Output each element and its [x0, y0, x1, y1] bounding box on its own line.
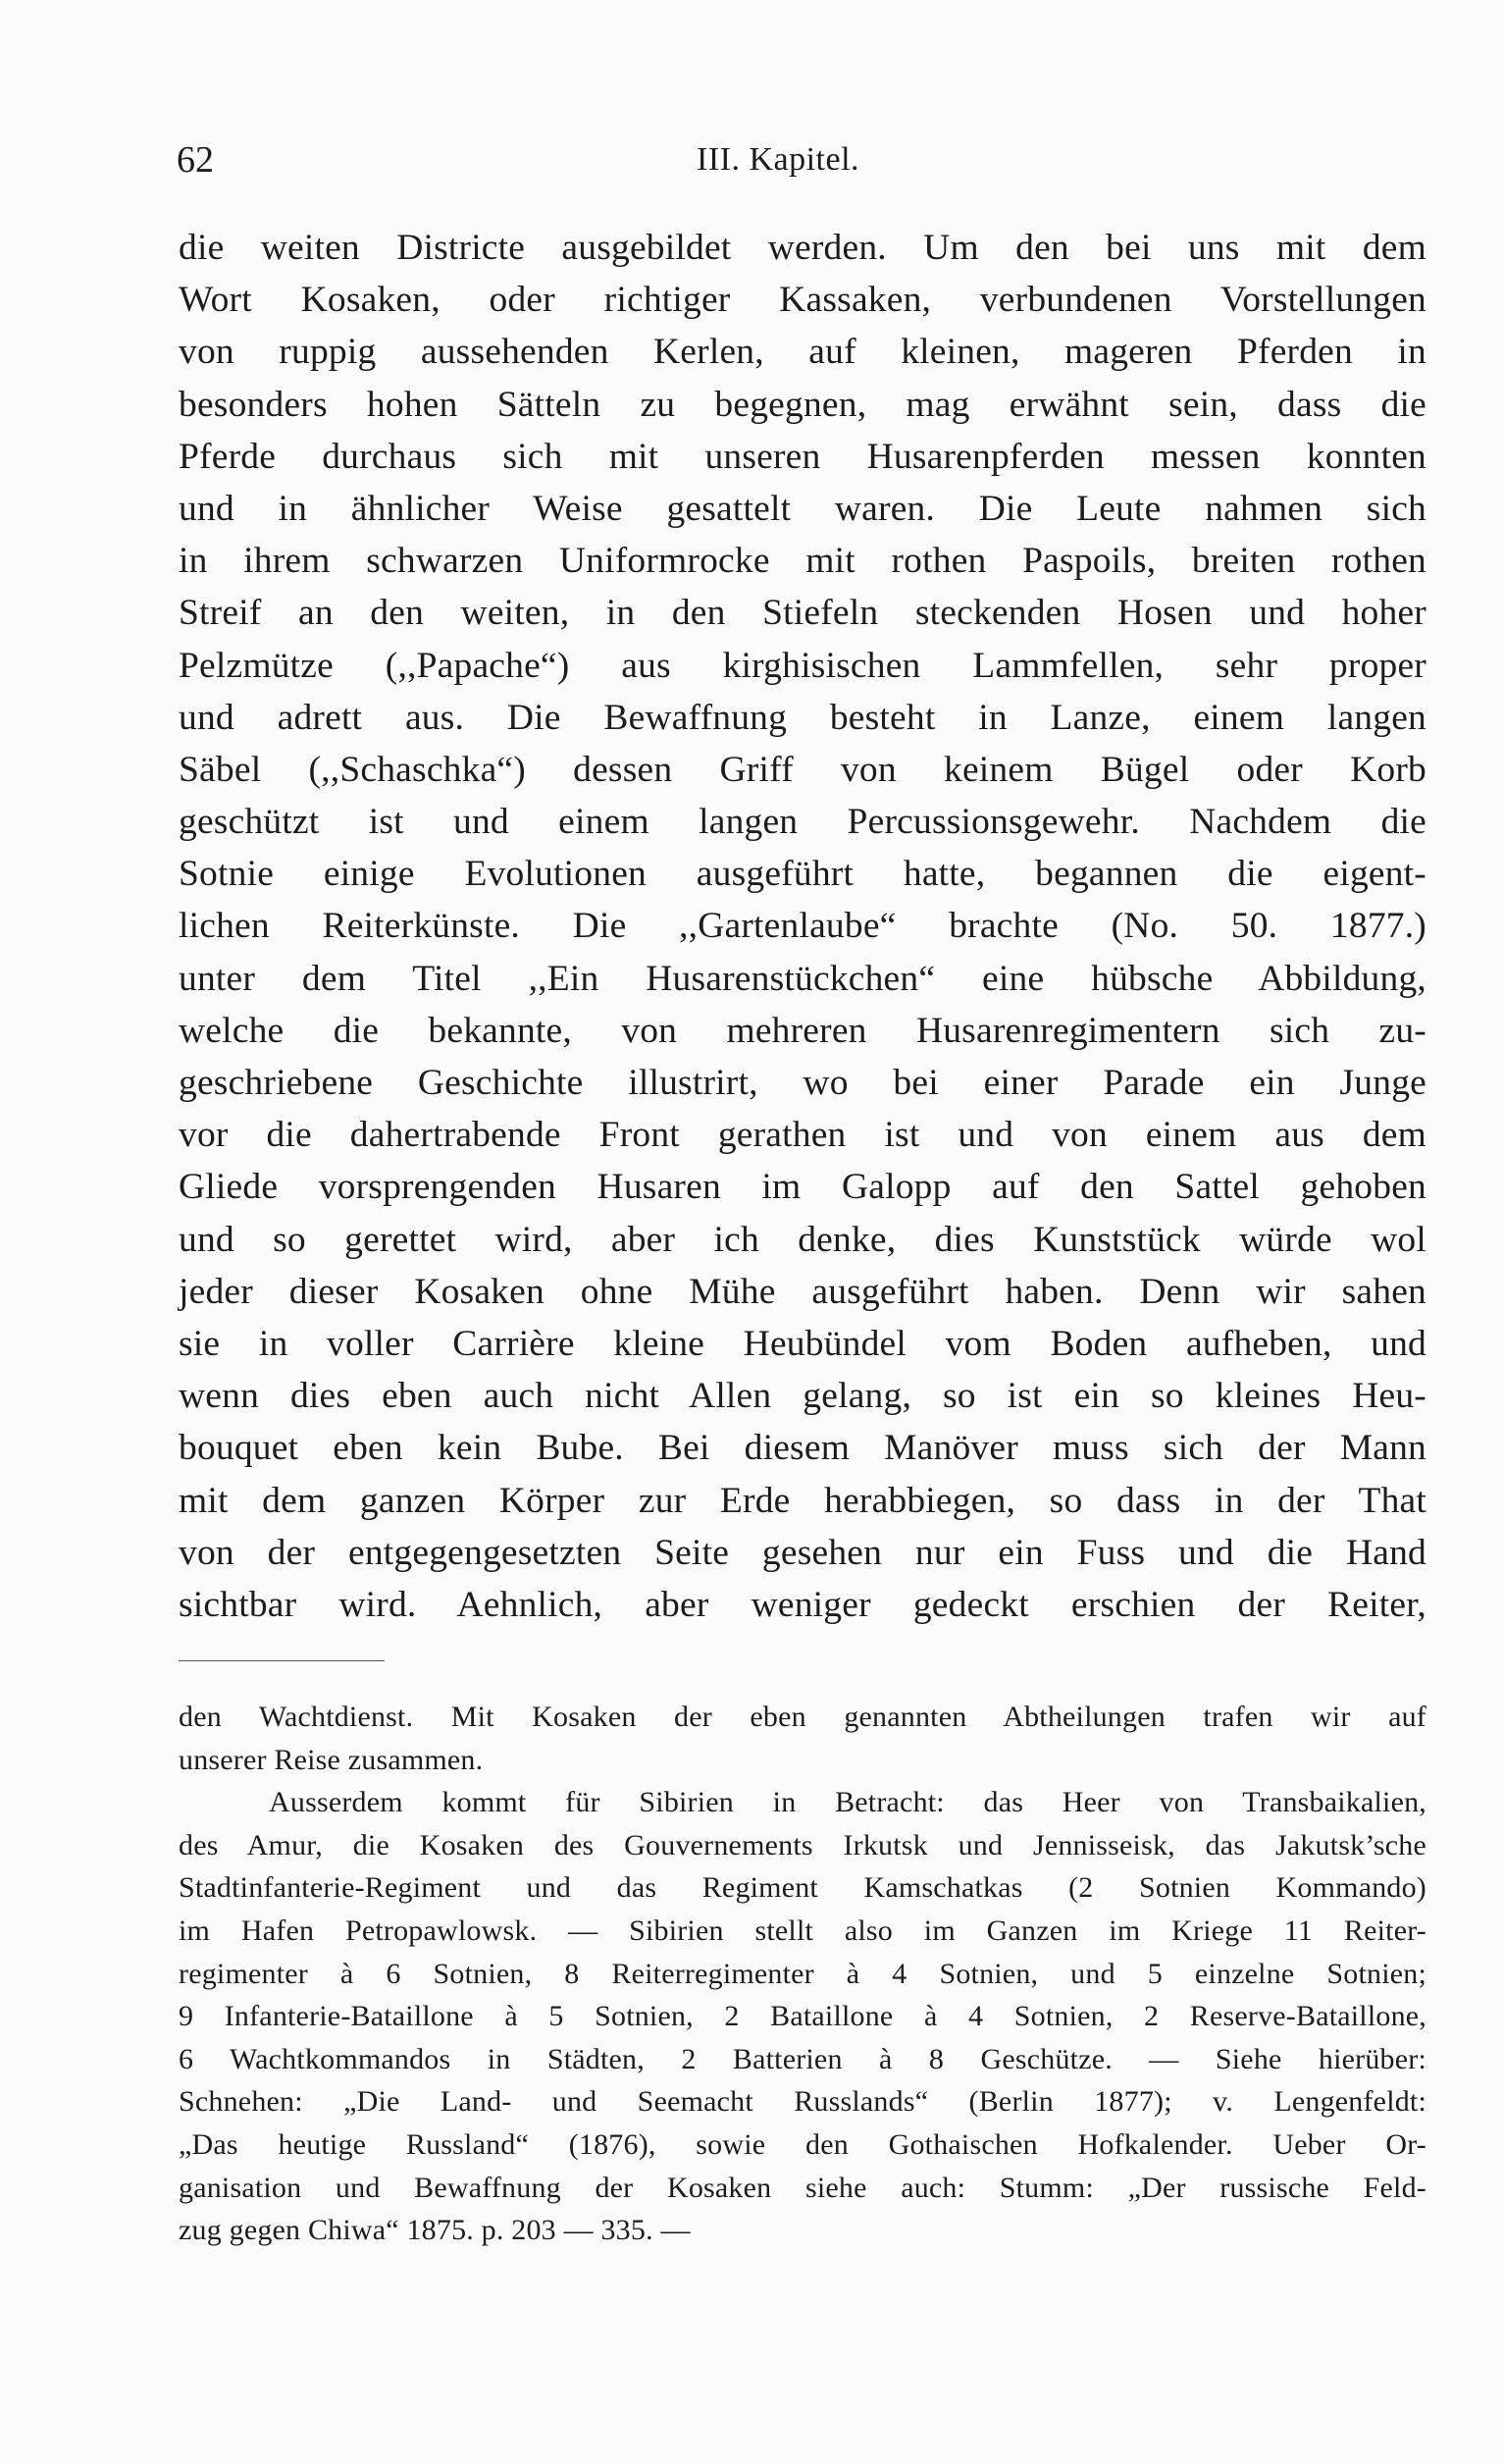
footnote-line: den Wachtdienst. Mit Kosaken der eben genannten Abtheilungen trafen wir auf [179, 1701, 1426, 1733]
text-line: und so gerettet wird, aber ich denke, dies Kunststück würde wol [179, 1219, 1426, 1260]
text-line: lichen Reiterkünste. Die ,,Gartenlaube“ brachte (No. 50. 1877.) [179, 906, 1426, 947]
footnote-line: 9 Infanterie-Bataillone à 5 Sotnien, 2 Bataillone à 4 Sotnien, 2 Reserve-Bataillone, [179, 2000, 1426, 2033]
text-line: vor die dahertrabende Front gerathen ist und von einem aus dem [179, 1115, 1426, 1156]
text-line: jeder dieser Kosaken ohne Mühe ausgeführt haben. Denn wir sahen [179, 1271, 1426, 1312]
running-head: III. Kapitel. [697, 141, 860, 178]
text-line: geschützt ist und einem langen Percussionsgewehr. Nachdem die [179, 802, 1426, 843]
main-text [179, 222, 1426, 1631]
footnote-line: „Das heutige Russland“ (1876), sowie den Gothaischen Hofkalender. Ueber Or- [179, 2127, 1426, 2161]
text-line: Sotnie einige Evolutionen ausgeführt hatte, begannen die eigent- [179, 854, 1426, 895]
footnote-divider [179, 1660, 385, 1661]
text-line: in ihrem schwarzen Uniformrocke mit rothen Paspoils, breiten rothen [179, 541, 1426, 582]
text-line: geschriebene Geschichte illustrirt, wo bei einer Parade ein Junge [179, 1063, 1426, 1103]
footnote-line: Schnehen: „Die Land- und Seemacht Russlands“ (Berlin 1877); v. Lengenfeldt: [179, 2085, 1426, 2119]
text-line: die weiten Districte ausgebildet werden. Um den bei uns mit dem [179, 228, 1426, 268]
text-line: und in ähnlicher Weise gesattelt waren. Die Leute nahmen sich [179, 488, 1426, 529]
text-line: von der entgegengesetzten Seite gesehen nur ein Fuss und die Hand [179, 1532, 1426, 1573]
text-line: Wort Kosaken, oder richtiger Kassaken, verbundenen Vorstellungen [179, 280, 1426, 321]
text-line: und adrett aus. Die Bewaffnung besteht in Lanze, einem langen [179, 697, 1426, 738]
text-line: mit dem ganzen Körper zur Erde herabbiegen, so dass in der That [179, 1480, 1426, 1521]
footnote-line: regimenter à 6 Sotnien, 8 Reiterregimenter à 4 Sotnien, und 5 einzelne Sotnien; [179, 1957, 1426, 1990]
footnote-line: 6 Wachtkommandos in Städten, 2 Batterien à 8 Geschütze. — Siehe hierüber: [179, 2042, 1426, 2075]
text-line: besonders hohen Sätteln zu begegnen, mag erwähnt sein, dass die [179, 384, 1426, 425]
footnote-line: im Hafen Petropawlowsk. — Sibirien stellt also im Ganzen im Kriege 11 Reiter- [179, 1914, 1426, 1947]
footnote-line: ganisation und Bewaffnung der Kosaken siehe auch: Stumm: „Der russische Feld- [179, 2171, 1426, 2204]
page-header [177, 135, 1427, 184]
text-line: Gliede vorsprengenden Husaren im Galopp auf den Sattel gehoben [179, 1167, 1426, 1208]
page-number: 62 [177, 139, 214, 181]
text-line: Säbel (,,Schaschka“) dessen Griff von keinem Bügel oder Korb [179, 749, 1426, 790]
text-line: Pferde durchaus sich mit unseren Husarenpferden messen konnten [179, 436, 1426, 477]
footnote-line: unserer Reise zusammen. [179, 1743, 484, 1776]
text-line: Streif an den weiten, in den Stiefeln steckenden Hosen und hoher [179, 593, 1426, 634]
footnote-line: Stadtinfanterie-Regiment und das Regiment Kamschatkas (2 Sotnien Kommando) [179, 1871, 1426, 1905]
footnotes [179, 1696, 1426, 2252]
text-line: welche die bekannte, von mehreren Husarenregimentern sich zu- [179, 1010, 1426, 1051]
text-line: von ruppig aussehenden Kerlen, auf kleinen, mageren Pferden in [179, 332, 1426, 373]
text-line: wenn dies eben auch nicht Allen gelang, so ist ein so kleines Heu- [179, 1376, 1426, 1417]
text-line: unter dem Titel ,,Ein Husarenstückchen“ eine hübsche Abbildung, [179, 958, 1426, 999]
footnote-line: Ausserdem kommt für Sibirien in Betracht: das Heer von Transbaikalien, [269, 1786, 1426, 1819]
text-line: bouquet eben kein Bube. Bei diesem Manöver muss sich der Mann [179, 1428, 1426, 1469]
text-line: sichtbar wird. Aehnlich, aber weniger gedeckt erschien der Reiter, [179, 1584, 1426, 1625]
text-line: Pelzmütze (,,Papache“) aus kirghisischen Lammfellen, sehr proper [179, 645, 1426, 686]
footnote-line: zug gegen Chiwa“ 1875. p. 203 — 335. — [179, 2214, 691, 2247]
text-line: sie in voller Carrière kleine Heubündel vom Boden aufheben, und [179, 1323, 1426, 1364]
footnote-line: des Amur, die Kosaken des Gouvernements Irkutsk und Jennisseisk, das Jakutsk’sche [179, 1828, 1426, 1861]
